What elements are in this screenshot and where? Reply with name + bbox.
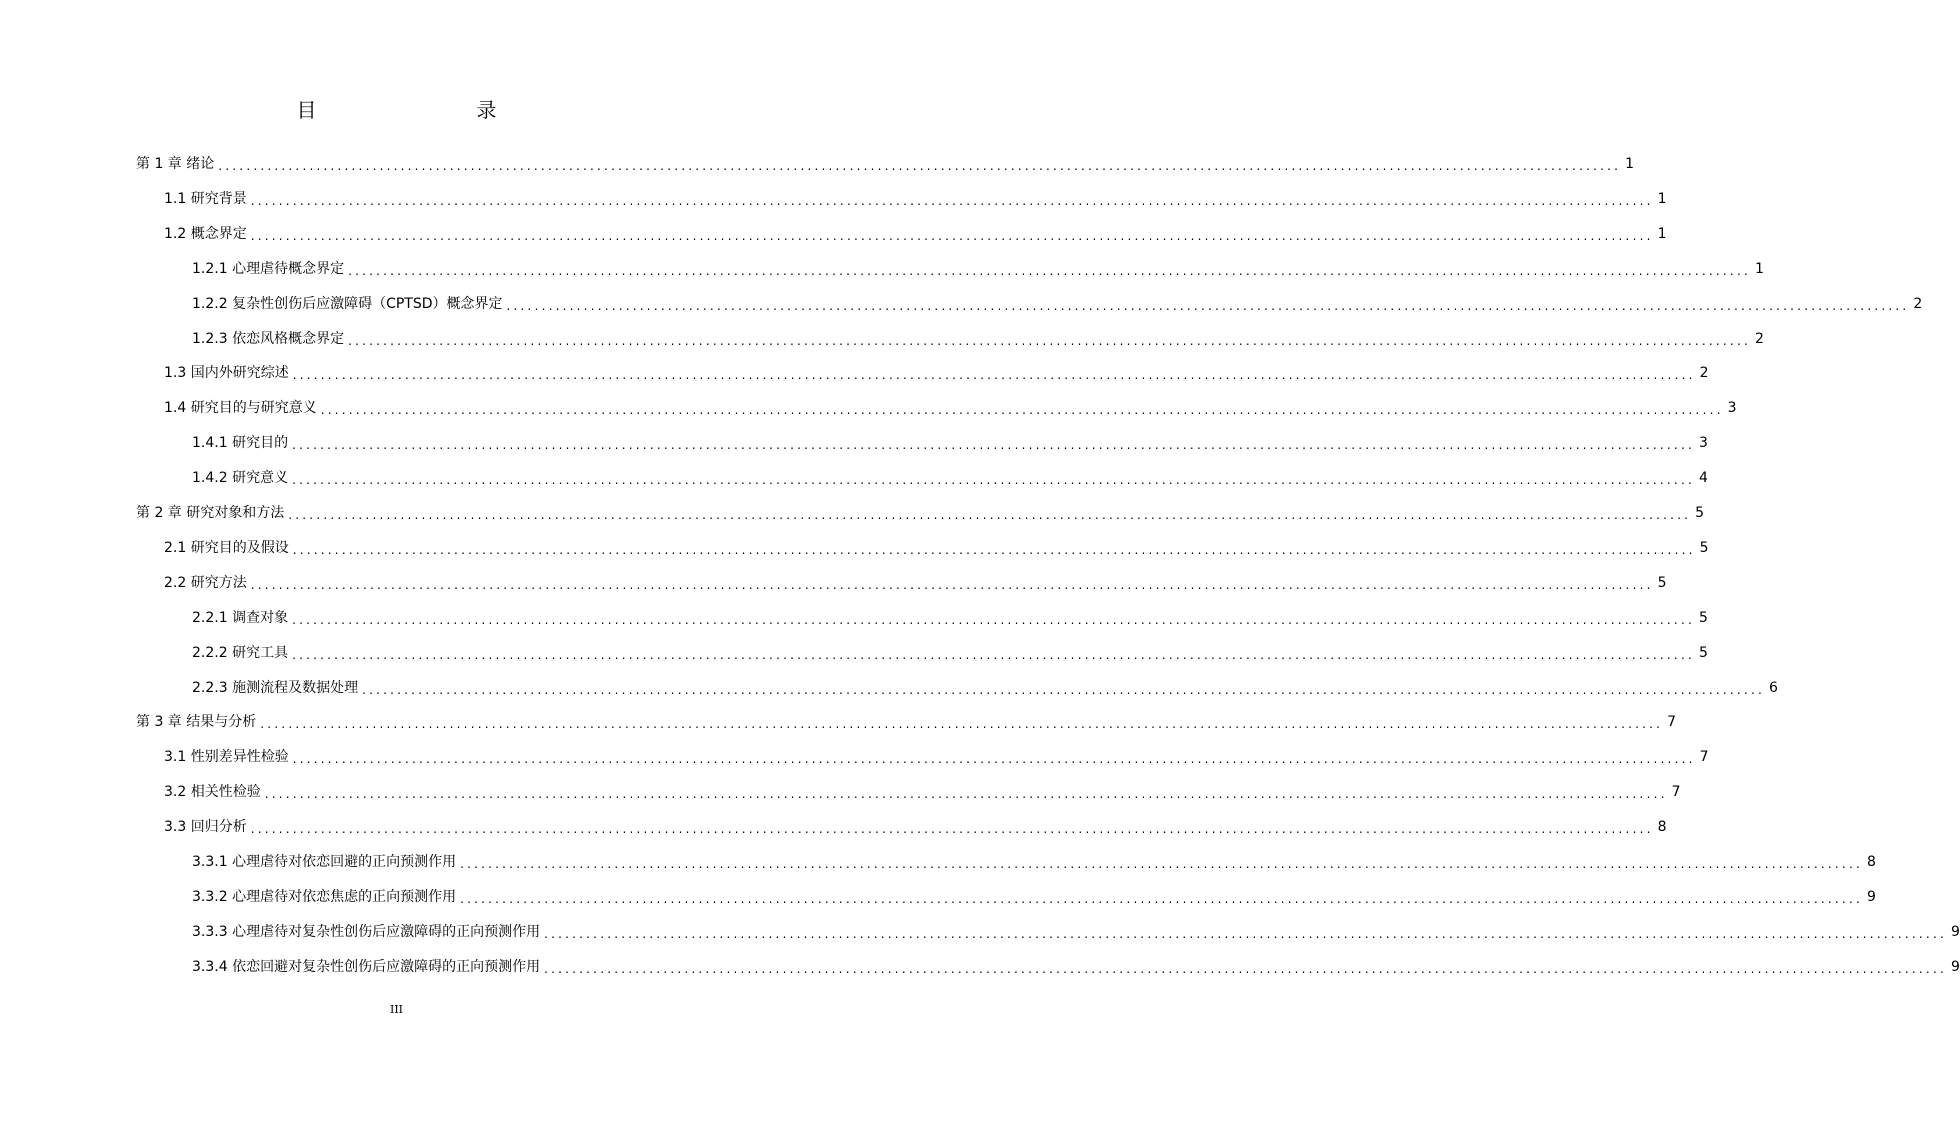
toc-entry[interactable] bbox=[192, 950, 1960, 984]
toc-entry[interactable] bbox=[164, 810, 1667, 844]
toc-entry[interactable] bbox=[192, 845, 1876, 879]
toc-entry-label: 2.2 研究方法 bbox=[164, 574, 247, 591]
toc-entry-label: 3.3.1 心理虐待对依恋回避的正向预测作用 bbox=[192, 854, 457, 870]
toc-entry-label: 3.3.4 依恋回避对复杂性创伤后应激障碍的正向预测作用 bbox=[192, 958, 541, 975]
toc-entry-label: 2.2.1 调查对象 bbox=[192, 609, 289, 626]
toc-entry[interactable] bbox=[164, 217, 1667, 251]
toc-entry-label: 1.2.2 复杂性创伤后应激障碍（CPTSD）概念界定 bbox=[192, 295, 503, 312]
toc-leader-dots: ........................................................................................................................................................................................................ bbox=[292, 647, 1695, 662]
toc-leader-dots: ........................................................................................................................................................................................................ bbox=[260, 717, 1664, 732]
toc-leader-dots: ........................................................................................................................................................................................................ bbox=[460, 891, 1863, 906]
toc-entry[interactable] bbox=[192, 461, 1708, 495]
toc-entry-page: 7 bbox=[1671, 784, 1681, 801]
toc-entry-page: 9 bbox=[1866, 888, 1876, 905]
toc-entry[interactable] bbox=[164, 356, 1709, 390]
toc-entry[interactable] bbox=[192, 601, 1708, 635]
toc-entry-label: 1.4 研究目的与研究意义 bbox=[164, 400, 317, 417]
toc-entry-page: 4 bbox=[1698, 470, 1708, 487]
toc-leader-dots: ........................................................................................................................................................................................................ bbox=[506, 298, 1910, 313]
toc-entry[interactable] bbox=[164, 182, 1667, 216]
toc-entry-label: 3.3.2 心理虐待对依恋焦虑的正向预测作用 bbox=[192, 888, 457, 905]
toc-entry-page: 7 bbox=[1699, 749, 1709, 766]
toc-entry-page: 2 bbox=[1913, 295, 1923, 312]
toc-entry-label: 3.2 相关性检验 bbox=[164, 784, 261, 801]
toc-entry-label: 2.1 研究目的及假设 bbox=[164, 539, 289, 556]
toc-entry[interactable] bbox=[164, 531, 1709, 565]
toc-entry-label: 1.2.3 依恋风格概念界定 bbox=[192, 330, 345, 347]
toc-leader-dots: ........................................................................................................................................................................................................ bbox=[292, 368, 1696, 383]
toc-leader-dots: ........................................................................................................................................................................................................ bbox=[460, 857, 1863, 871]
toc-entry[interactable] bbox=[136, 147, 1635, 181]
toc-entry[interactable] bbox=[136, 496, 1705, 530]
toc-entry-page: 2 bbox=[1699, 365, 1709, 382]
toc-entry-label: 1.4.1 研究目的 bbox=[192, 435, 289, 452]
toc-entry-page: 8 bbox=[1657, 819, 1667, 836]
toc-entry-page: 3 bbox=[1698, 435, 1708, 452]
toc-leader-dots: ........................................................................................................................................................................................................ bbox=[250, 822, 1654, 837]
toc-entry-page: 1 bbox=[1625, 156, 1635, 172]
toc-leader-dots: ........................................................................................................................................................................................................ bbox=[292, 473, 1695, 488]
toc-entry-label: 1.2 概念界定 bbox=[164, 225, 247, 242]
toc-leader-dots: ........................................................................................................................................................................................................ bbox=[218, 159, 1622, 173]
toc-leader-dots: ........................................................................................................................................................................................................ bbox=[292, 542, 1696, 557]
toc-entry[interactable] bbox=[164, 740, 1709, 774]
toc-entry-label: 3.3.3 心理虐待对复杂性创伤后应激障碍的正向预测作用 bbox=[192, 923, 541, 940]
toc-entry-page: 9 bbox=[1950, 958, 1960, 975]
toc-leader-dots: ........................................................................................................................................................................................................ bbox=[320, 403, 1724, 418]
toc-entry-page: 9 bbox=[1950, 923, 1960, 940]
toc-entry[interactable] bbox=[192, 426, 1708, 460]
toc-leader-dots: ........................................................................................................................................................................................................ bbox=[292, 438, 1695, 453]
toc-entry-page: 5 bbox=[1698, 644, 1708, 661]
toc-entry-page: 5 bbox=[1699, 539, 1709, 556]
toc-entry[interactable] bbox=[192, 915, 1960, 949]
toc-leader-dots: ........................................................................................................................................................................................................ bbox=[348, 263, 1751, 278]
toc-leader-dots: ........................................................................................................................................................................................................ bbox=[362, 682, 1765, 697]
toc-entry-page: 1 bbox=[1657, 225, 1667, 242]
toc-entry-label: 1.2.1 心理虐待概念界定 bbox=[192, 260, 345, 277]
toc-entry[interactable] bbox=[192, 322, 1764, 356]
toc-leader-dots: ........................................................................................................................................................................................................ bbox=[288, 508, 1692, 522]
toc-entry[interactable] bbox=[192, 252, 1764, 286]
toc-leader-dots: ........................................................................................................................................................................................................ bbox=[544, 926, 1947, 941]
toc-entry[interactable] bbox=[192, 287, 1923, 321]
toc-entry-page: 1 bbox=[1657, 190, 1667, 207]
toc-leader-dots: ........................................................................................................................................................................................................ bbox=[250, 193, 1654, 208]
toc-entry-page: 3 bbox=[1727, 400, 1737, 417]
toc-entry-page: 7 bbox=[1667, 714, 1677, 731]
page-title: 目 录 bbox=[296, 98, 537, 122]
toc-entry-label: 1.3 国内外研究综述 bbox=[164, 365, 289, 382]
toc-entry-page: 6 bbox=[1768, 679, 1778, 696]
toc-leader-dots: ........................................................................................................................................................................................................ bbox=[348, 333, 1751, 348]
toc-leader-dots: ........................................................................................................................................................................................................ bbox=[250, 577, 1654, 592]
toc-entry-label: 2.2.3 施测流程及数据处理 bbox=[192, 679, 359, 696]
toc-entry-label: 1.1 研究背景 bbox=[164, 190, 247, 207]
toc-entry-page: 5 bbox=[1698, 609, 1708, 626]
toc-entry-label: 3.3 回归分析 bbox=[164, 819, 247, 836]
toc-entry[interactable] bbox=[136, 705, 1677, 739]
toc-entry-label: 3.1 性别差异性检验 bbox=[164, 749, 289, 766]
toc-entry[interactable] bbox=[192, 880, 1876, 914]
toc-entry-page: 2 bbox=[1754, 330, 1764, 347]
toc-entry-page: 5 bbox=[1695, 505, 1705, 521]
toc-entry-label: 1.4.2 研究意义 bbox=[192, 470, 289, 487]
page-number: III bbox=[389, 1003, 404, 1016]
toc-entry-page: 8 bbox=[1866, 854, 1876, 870]
toc-leader-dots: ........................................................................................................................................................................................................ bbox=[544, 961, 1947, 976]
toc-entry-label: 2.2.2 研究工具 bbox=[192, 644, 289, 661]
toc-leader-dots: ........................................................................................................................................................................................................ bbox=[264, 787, 1668, 802]
toc-leader-dots: ........................................................................................................................................................................................................ bbox=[292, 612, 1695, 627]
toc-entry[interactable] bbox=[192, 671, 1778, 705]
toc-entry-label: 第 1 章 绪论 bbox=[136, 156, 215, 172]
toc-entry-label: 第 2 章 研究对象和方法 bbox=[136, 505, 285, 521]
toc-entry-label: 第 3 章 结果与分析 bbox=[136, 714, 257, 731]
toc-entry-page: 5 bbox=[1657, 574, 1667, 591]
toc-leader-dots: ........................................................................................................................................................................................................ bbox=[250, 228, 1654, 243]
toc-entry[interactable] bbox=[192, 636, 1708, 670]
toc-leader-dots: ........................................................................................................................................................................................................ bbox=[292, 752, 1696, 767]
toc-entry[interactable] bbox=[164, 566, 1667, 600]
toc-entry[interactable] bbox=[164, 391, 1737, 425]
toc-entry-page: 1 bbox=[1754, 260, 1764, 277]
toc-entry[interactable] bbox=[164, 775, 1681, 809]
